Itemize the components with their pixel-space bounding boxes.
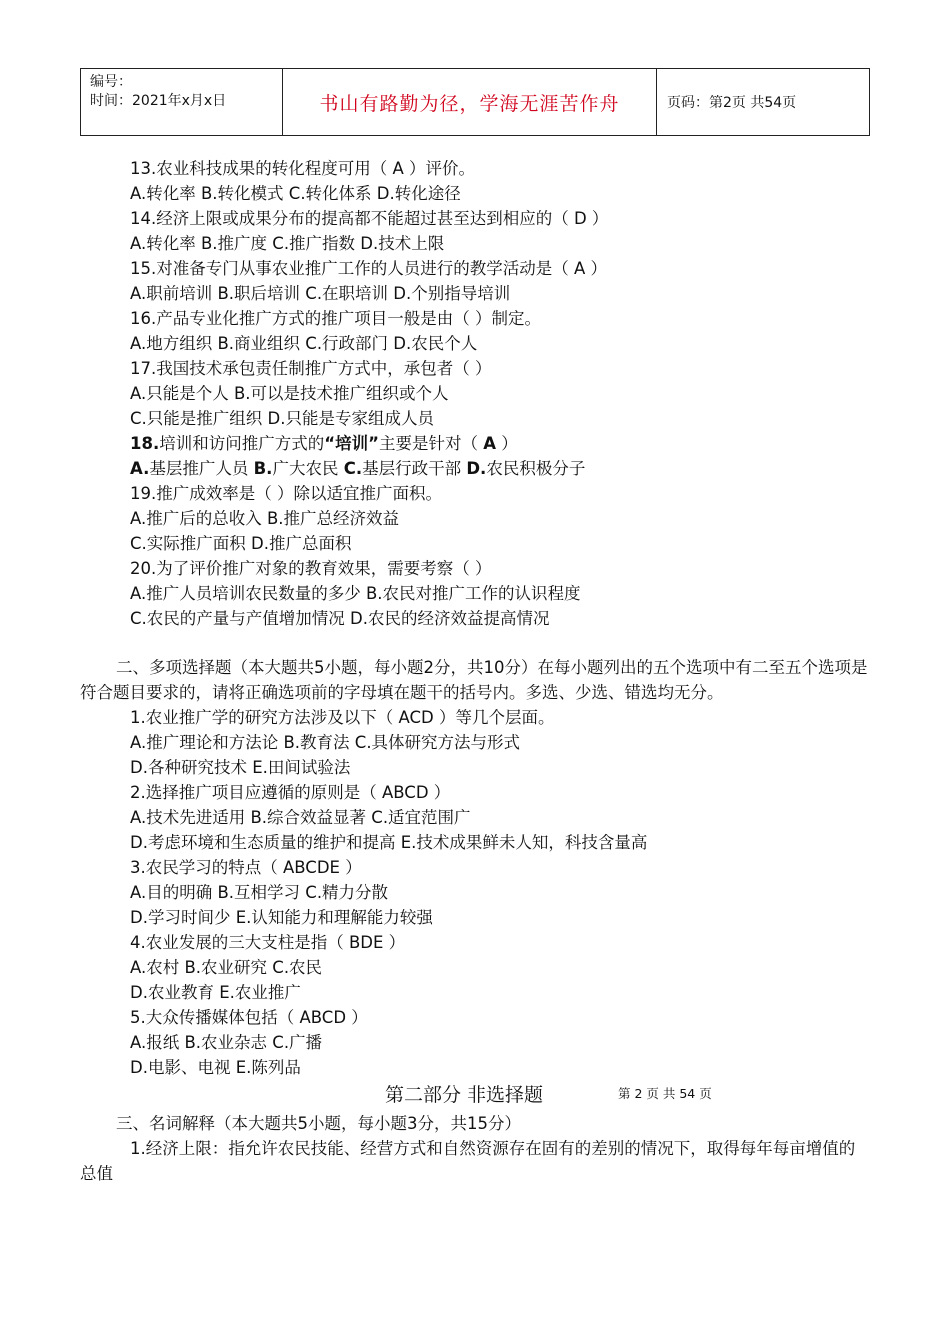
mc-question-5-options-2: D.电影、电视 E.陈列品 [130,1058,301,1077]
spacer [80,631,870,655]
q18-opt-c: 基层行政干部 [362,459,462,478]
header-left-cell [81,69,283,135]
q18-number: 18. [130,434,160,453]
mc-question-2-options-1: A.技术先进适用 B.综合效益显著 C.适宜范围广 [130,808,471,827]
mc-question-4-options-2: D.农业教育 E.农业推广 [130,983,301,1002]
page-header-table [80,68,870,136]
mc-question-2: 2.选择推广项目应遵循的原则是（ ABCD ） [130,783,451,802]
q18-text2: 主要是针对（ [378,434,478,453]
mc-question-3-options-1: A.目的明确 B.互相学习 C.精力分散 [130,883,389,902]
question-18-options [80,456,870,481]
question-19: 19.推广成效率是（ ）除以适宜推广面积。 [130,484,442,503]
question-13: 13.农业科技成果的转化程度可用（ A ）评价。 [130,159,476,178]
mc-question-5: 5.大众传播媒体包括（ ABCD ） [130,1008,368,1027]
question-14-options: A.转化率 B.推广度 C.推广指数 D.技术上限 [130,234,445,253]
q18-answer: A [483,434,496,453]
q18-opt-d-letter: D. [466,459,487,478]
question-20-options-1: A.推广人员培训农民数量的多少 B.农民对推广工作的认识程度 [130,584,581,603]
mc-question-4-options-1: A.农村 B.农业研究 C.农民 [130,958,323,977]
q18-quoted: “培训” [324,434,379,453]
definitions-intro: 三、名词解释（本大题共5小题，每小题3分，共15分） [116,1114,521,1133]
question-15: 15.对准备专门从事农业推广工作的人员进行的教学活动是（ A ） [130,259,608,278]
mc-question-1-options-1: A.推广理论和方法论 B.教育法 C.具体研究方法与形式 [130,733,521,752]
serial-label: 编号： [90,74,132,90]
question-18 [80,431,870,456]
q18-close: ） [501,434,518,453]
question-17-options-1: A.只能是个人 B.可以是技术推广组织或个人 [130,384,449,403]
part2-heading-row [80,1081,870,1111]
mc-question-5-options-1: A.报纸 B.农业杂志 C.广播 [130,1033,323,1052]
part2-page-note: 第 2 页 共 54 页 [618,1086,712,1101]
time-label: 时间：2021年x月x日 [90,93,227,109]
question-20-options-2: C.农民的产量与产值增加情况 D.农民的经济效益提高情况 [130,609,550,628]
part2-title: 第二部分 非选择题 [385,1084,544,1106]
question-17-options-2: C.只能是推广组织 D.只能是专家组成人员 [130,409,434,428]
document-body [80,156,870,1186]
definition-1: 1.经济上限：指允许农民技能、经营方式和自然资源存在固有的差别的情况下，取得每年每亩增值的总值 [80,1139,856,1183]
mc-question-3: 3.农民学习的特点（ ABCDE ） [130,858,362,877]
mc-question-3-options-2: D.学习时间少 E.认知能力和理解能力较强 [130,908,433,927]
question-13-options: A.转化率 B.转化模式 C.转化体系 D.转化途径 [130,184,461,203]
question-16: 16.产品专业化推广方式的推广项目一般是由（ ）制定。 [130,309,541,328]
q18-opt-b: 广大农民 [272,459,339,478]
mc-question-2-options-2: D.考虑环境和生态质量的维护和提高 E.技术成果鲜未人知，科技含量高 [130,833,648,852]
question-19-options-1: A.推广后的总收入 B.推广总经济效益 [130,509,400,528]
question-17: 17.我国技术承包责任制推广方式中，承包者（ ） [130,359,492,378]
mc-question-4: 4.农业发展的三大支柱是指（ BDE ） [130,933,406,952]
question-14: 14.经济上限或成果分布的提高都不能超过甚至达到相应的（ D ） [130,209,609,228]
question-16-options: A.地方组织 B.商业组织 C.行政部门 D.农民个人 [130,334,478,353]
mc-question-1: 1.农业推广学的研究方法涉及以下（ ACD ）等几个层面。 [130,708,555,727]
q18-opt-b-letter: B. [253,459,273,478]
q18-opt-a-letter: A. [130,459,150,478]
question-19-options-2: C.实际推广面积 D.推广总面积 [130,534,352,553]
q18-opt-a: 基层推广人员 [149,459,249,478]
q18-opt-d: 农民积极分子 [486,459,586,478]
q18-text: 培训和访问推广方式的 [159,434,325,453]
header-page-info: 页码：第2页 共54页 [667,95,797,111]
q18-opt-c-letter: C. [343,459,363,478]
question-20: 20.为了评价推广对象的教育效果，需要考察（ ） [130,559,492,578]
multi-choice-intro: 二、多项选择题（本大题共5小题，每小题2分，共10分）在每小题列出的五个选项中有二至五个选项是符合题目要求的，请将正确选项前的字母填在题干的括号内。多选、少选、错选均无分。 [80,658,868,702]
question-15-options: A.职前培训 B.职后培训 C.在职培训 D.个别指导培训 [130,284,511,303]
header-motto: 书山有路勤为径，学海无涯苦作舟 [283,69,657,135]
mc-question-1-options-2: D.各种研究技术 E.田间试验法 [130,758,351,777]
